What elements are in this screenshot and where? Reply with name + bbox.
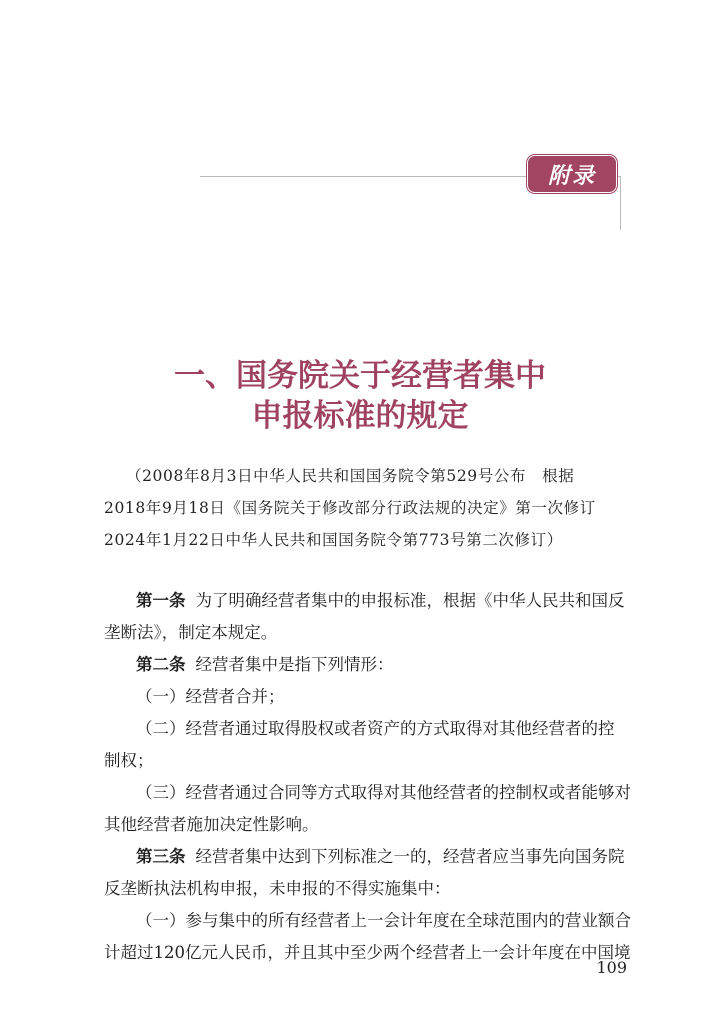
article-1-text: 为了明确经营者集中的申报标准，根据《中华人民共和国反 [195,591,625,610]
article-3-text: 经营者集中达到下列标准之一的，经营者应当事先向国务院 [195,847,625,866]
article-3-item-1-line-1: （一）参与集中的所有经营者上一会计年度在全球范围内的营业额合 [136,911,631,930]
article-2-item-2-line-1: （二）经营者通过取得股权或者资产的方式取得对其他经营者的控 [136,719,615,738]
page-number: 109 [596,958,627,977]
article-1-heading: 第一条 [136,591,186,610]
article-2-item-3-line-1: （三）经营者通过合同等方式取得对其他经营者的控制权或者能够对 [136,783,631,802]
appendix-badge [527,155,617,193]
publication-note-line-2: 2018年9月18日《国务院关于修改部分行政法规的决定》第一次修订 [104,499,596,517]
article-3-line-1 [136,842,692,872]
article-3-line-2: 反垄断执法机构申报，未申报的不得实施集中： [104,879,451,898]
article-2-line-1 [136,650,692,680]
article-2-item-1: （一）经营者合并； [136,687,285,706]
publication-note-line-1: （2008年8月3日中华人民共和国国务院令第529号公布 根据 [126,467,575,485]
article-3-heading: 第三条 [136,847,186,866]
page-title-line-2: 申报标准的规定 [251,398,469,434]
page-title-line-1: 一、国务院关于经营者集中 [174,358,546,394]
article-1-line-2: 垄断法》，制定本规定。 [104,623,278,642]
publication-note-line-3: 2024年1月22日中华人民共和国国务院令第773号第二次修订） [104,531,563,549]
article-2-heading: 第二条 [136,655,186,674]
appendix-label: 附录 [547,163,596,189]
article-2-item-2-line-2: 制权； [104,751,154,770]
article-2-item-3-line-2: 其他经营者施加决定性影响。 [104,815,319,834]
article-3-item-1-line-2: 计超过120亿元人民币，并且其中至少两个经营者上一会计年度在中国境 [104,943,631,962]
article-2-text: 经营者集中是指下列情形： [195,655,394,674]
header-vertical-rule [620,176,621,230]
article-1-line-1 [136,586,692,616]
